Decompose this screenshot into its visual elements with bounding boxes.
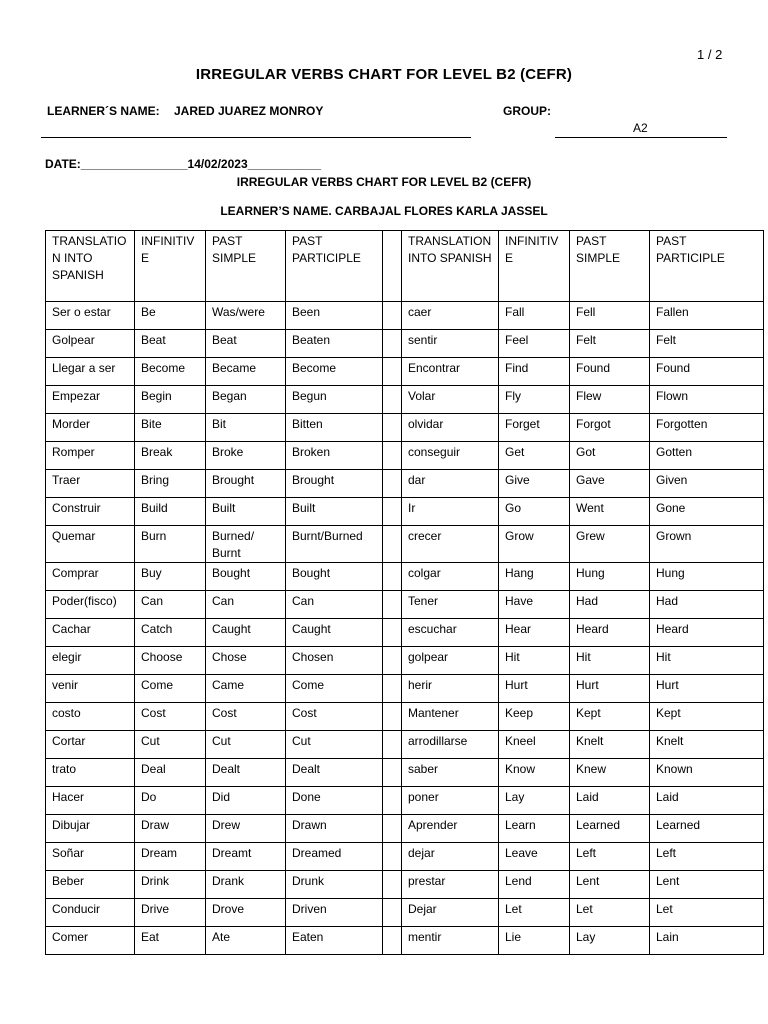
column-spacer [383,330,402,358]
table-row [46,647,764,675]
past-simple-cell: Lay [570,927,650,955]
translation-cell: Llegar a ser [46,358,135,386]
date-field: DATE:________________14/02/2023___________ [45,157,322,171]
translation-cell: herir [402,675,499,703]
past-participle-cell: Lent [650,871,764,899]
infinitive-cell: Bring [135,470,206,498]
learner-name-value: JARED JUAREZ MONROY [174,104,324,118]
infinitive-cell: Come [135,675,206,703]
irregular-verbs-table [45,230,764,955]
past-simple-cell: Was/were [206,302,286,330]
past-participle-cell: Cost [286,703,383,731]
past-participle-cell: Learned [650,815,764,843]
column-spacer [383,843,402,871]
past-simple-cell: Did [206,787,286,815]
header-infinitive: INFINITIV E [499,231,570,302]
past-participle-cell: Lain [650,927,764,955]
table-row [46,675,764,703]
past-simple-cell: Lent [570,871,650,899]
past-simple-cell: Kept [570,703,650,731]
infinitive-cell: Draw [135,815,206,843]
past-participle-cell: Done [286,787,383,815]
past-simple-cell: Gave [570,470,650,498]
past-simple-cell: Cost [206,703,286,731]
infinitive-cell: Get [499,442,570,470]
infinitive-cell: Beat [135,330,206,358]
infinitive-cell: Lie [499,927,570,955]
translation-cell: caer [402,302,499,330]
past-participle-cell: Bought [286,563,383,591]
past-participle-cell: Become [286,358,383,386]
translation-cell: mentir [402,927,499,955]
past-participle-cell: Begun [286,386,383,414]
translation-cell: Ser o estar [46,302,135,330]
table-row [46,843,764,871]
column-spacer [383,759,402,787]
translation-cell: Poder(fisco) [46,591,135,619]
table-row [46,759,764,787]
past-participle-cell: Built [286,498,383,526]
infinitive-cell: Dream [135,843,206,871]
translation-cell: Hacer [46,787,135,815]
column-spacer [383,470,402,498]
column-spacer [383,563,402,591]
infinitive-cell: Hurt [499,675,570,703]
column-spacer [383,358,402,386]
column-spacer [383,498,402,526]
past-participle-cell: Hit [650,647,764,675]
document-title: IRREGULAR VERBS CHART FOR LEVEL B2 (CEFR) [195,66,573,83]
infinitive-cell: Find [499,358,570,386]
header-infinitive: INFINITIV E [135,231,206,302]
past-simple-cell: Drank [206,871,286,899]
past-simple-cell: Knelt [570,731,650,759]
past-participle-cell: Kept [650,703,764,731]
column-spacer [383,871,402,899]
header-past-participle: PAST PARTICIPLE [650,231,764,302]
past-participle-cell: Been [286,302,383,330]
past-simple-cell: Laid [570,787,650,815]
past-simple-cell: Caught [206,619,286,647]
translation-cell: poner [402,787,499,815]
past-participle-cell: Driven [286,899,383,927]
past-participle-cell: Fallen [650,302,764,330]
infinitive-cell: Feel [499,330,570,358]
past-participle-cell: Forgotten [650,414,764,442]
translation-cell: Golpear [46,330,135,358]
past-participle-cell: Broken [286,442,383,470]
past-participle-cell: Dreamed [286,843,383,871]
past-simple-cell: Ate [206,927,286,955]
infinitive-cell: Go [499,498,570,526]
column-spacer [383,731,402,759]
past-simple-cell: Knew [570,759,650,787]
past-participle-cell: Beaten [286,330,383,358]
infinitive-cell: Give [499,470,570,498]
table-row [46,703,764,731]
translation-cell: Encontrar [402,358,499,386]
table-row [46,358,764,386]
past-simple-cell: Became [206,358,286,386]
past-simple-cell: Let [570,899,650,927]
infinitive-cell: Eat [135,927,206,955]
translation-cell: costo [46,703,135,731]
translation-cell: Cachar [46,619,135,647]
past-simple-cell: Brought [206,470,286,498]
table-row [46,815,764,843]
past-participle-cell: Drawn [286,815,383,843]
past-participle-cell: Knelt [650,731,764,759]
translation-cell: Mantener [402,703,499,731]
table-row [46,899,764,927]
infinitive-cell: Drive [135,899,206,927]
translation-cell: golpear [402,647,499,675]
translation-cell: Soñar [46,843,135,871]
past-simple-cell: Found [570,358,650,386]
column-spacer [383,815,402,843]
learner-name-label: LEARNER´S NAME: [47,104,160,118]
translation-cell: Dibujar [46,815,135,843]
table-row [46,470,764,498]
past-participle-cell: Bitten [286,414,383,442]
translation-cell: Comprar [46,563,135,591]
table-row [46,563,764,591]
past-participle-cell: Brought [286,470,383,498]
infinitive-cell: Lend [499,871,570,899]
column-spacer [383,675,402,703]
past-simple-cell: Hurt [570,675,650,703]
past-simple-cell: Drove [206,899,286,927]
translation-cell: Construir [46,498,135,526]
name-underline [41,137,471,138]
header-past-participle: PAST PARTICIPLE [286,231,383,302]
header-translation: TRANSLATIO N INTO SPANISH [46,231,135,302]
translation-cell: colgar [402,563,499,591]
past-participle-cell: Hung [650,563,764,591]
column-spacer [383,927,402,955]
translation-cell: Aprender [402,815,499,843]
past-simple-cell: Dreamt [206,843,286,871]
past-simple-cell: Flew [570,386,650,414]
infinitive-cell: Keep [499,703,570,731]
past-participle-cell: Dealt [286,759,383,787]
past-participle-cell: Felt [650,330,764,358]
past-simple-cell: Dealt [206,759,286,787]
infinitive-cell: Forget [499,414,570,442]
column-spacer [383,619,402,647]
infinitive-cell: Grow [499,526,570,563]
past-participle-cell: Had [650,591,764,619]
past-simple-cell: Heard [570,619,650,647]
past-participle-cell: Left [650,843,764,871]
translation-cell: dar [402,470,499,498]
translation-cell: Beber [46,871,135,899]
infinitive-cell: Cost [135,703,206,731]
past-simple-cell: Learned [570,815,650,843]
table-row [46,591,764,619]
header-translation: TRANSLATION INTO SPANISH [402,231,499,302]
translation-cell: Romper [46,442,135,470]
translation-cell: prestar [402,871,499,899]
past-participle-cell: Known [650,759,764,787]
past-participle-cell: Found [650,358,764,386]
past-participle-cell: Chosen [286,647,383,675]
translation-cell: Ir [402,498,499,526]
past-participle-cell: Drunk [286,871,383,899]
infinitive-cell: Let [499,899,570,927]
infinitive-cell: Catch [135,619,206,647]
column-spacer [383,899,402,927]
table-row [46,498,764,526]
infinitive-cell: Break [135,442,206,470]
past-simple-cell: Bought [206,563,286,591]
infinitive-cell: Know [499,759,570,787]
column-spacer [383,231,402,302]
translation-cell: trato [46,759,135,787]
past-simple-cell: Began [206,386,286,414]
column-spacer [383,442,402,470]
past-simple-cell: Built [206,498,286,526]
past-simple-cell: Grew [570,526,650,563]
past-participle-cell: Burnt/Burned [286,526,383,563]
past-simple-cell: Chose [206,647,286,675]
past-participle-cell: Grown [650,526,764,563]
column-spacer [383,787,402,815]
past-simple-cell: Burned/ Burnt [206,526,286,563]
translation-cell: Empezar [46,386,135,414]
infinitive-cell: Have [499,591,570,619]
past-simple-cell: Had [570,591,650,619]
infinitive-cell: Lay [499,787,570,815]
past-simple-cell: Hit [570,647,650,675]
translation-cell: arrodillarse [402,731,499,759]
translation-cell: dejar [402,843,499,871]
infinitive-cell: Deal [135,759,206,787]
past-participle-cell: Caught [286,619,383,647]
table-row [46,386,764,414]
translation-cell: Dejar [402,899,499,927]
infinitive-cell: Become [135,358,206,386]
infinitive-cell: Learn [499,815,570,843]
past-simple-cell: Broke [206,442,286,470]
translation-cell: Quemar [46,526,135,563]
translation-cell: escuchar [402,619,499,647]
infinitive-cell: Burn [135,526,206,563]
infinitive-cell: Kneel [499,731,570,759]
translation-cell: sentir [402,330,499,358]
column-spacer [383,591,402,619]
infinitive-cell: Leave [499,843,570,871]
past-simple-cell: Beat [206,330,286,358]
past-participle-cell: Heard [650,619,764,647]
group-underline [555,137,727,138]
infinitive-cell: Bite [135,414,206,442]
translation-cell: Traer [46,470,135,498]
column-spacer [383,526,402,563]
infinitive-cell: Fly [499,386,570,414]
table-row [46,330,764,358]
past-participle-cell: Laid [650,787,764,815]
chart-subtitle: IRREGULAR VERBS CHART FOR LEVEL B2 (CEFR) [236,175,532,189]
table-header-row [46,231,764,302]
past-simple-cell: Can [206,591,286,619]
past-simple-cell: Got [570,442,650,470]
translation-cell: Morder [46,414,135,442]
table-row [46,302,764,330]
group-label: GROUP: [503,104,551,118]
past-participle-cell: Come [286,675,383,703]
column-spacer [383,386,402,414]
translation-cell: Cortar [46,731,135,759]
infinitive-cell: Be [135,302,206,330]
second-learner-name: LEARNER’S NAME. CARBAJAL FLORES KARLA JASSEL [220,204,548,218]
column-spacer [383,302,402,330]
past-simple-cell: Bit [206,414,286,442]
infinitive-cell: Choose [135,647,206,675]
infinitive-cell: Cut [135,731,206,759]
past-participle-cell: Given [650,470,764,498]
past-participle-cell: Hurt [650,675,764,703]
column-spacer [383,703,402,731]
past-simple-cell: Came [206,675,286,703]
past-simple-cell: Drew [206,815,286,843]
table-row [46,442,764,470]
past-participle-cell: Gotten [650,442,764,470]
infinitive-cell: Build [135,498,206,526]
translation-cell: conseguir [402,442,499,470]
table-row [46,787,764,815]
table-row [46,414,764,442]
past-participle-cell: Eaten [286,927,383,955]
past-simple-cell: Went [570,498,650,526]
table-row [46,526,764,563]
past-simple-cell: Cut [206,731,286,759]
column-spacer [383,647,402,675]
infinitive-cell: Begin [135,386,206,414]
translation-cell: crecer [402,526,499,563]
past-simple-cell: Left [570,843,650,871]
translation-cell: olvidar [402,414,499,442]
table-row [46,927,764,955]
table-row [46,731,764,759]
infinitive-cell: Buy [135,563,206,591]
past-simple-cell: Felt [570,330,650,358]
past-simple-cell: Forgot [570,414,650,442]
past-participle-cell: Can [286,591,383,619]
group-value: A2 [633,121,648,135]
header-past-simple: PAST SIMPLE [206,231,286,302]
column-spacer [383,414,402,442]
translation-cell: Tener [402,591,499,619]
past-simple-cell: Fell [570,302,650,330]
infinitive-cell: Hit [499,647,570,675]
past-participle-cell: Let [650,899,764,927]
past-participle-cell: Cut [286,731,383,759]
page-number: 1 / 2 [697,47,723,62]
translation-cell: Conducir [46,899,135,927]
table-row [46,619,764,647]
translation-cell: venir [46,675,135,703]
past-participle-cell: Gone [650,498,764,526]
infinitive-cell: Drink [135,871,206,899]
past-participle-cell: Flown [650,386,764,414]
past-simple-cell: Hung [570,563,650,591]
translation-cell: Comer [46,927,135,955]
table-row [46,871,764,899]
header-past-simple: PAST SIMPLE [570,231,650,302]
translation-cell: Volar [402,386,499,414]
infinitive-cell: Fall [499,302,570,330]
infinitive-cell: Do [135,787,206,815]
infinitive-cell: Hear [499,619,570,647]
translation-cell: saber [402,759,499,787]
infinitive-cell: Can [135,591,206,619]
translation-cell: elegir [46,647,135,675]
infinitive-cell: Hang [499,563,570,591]
